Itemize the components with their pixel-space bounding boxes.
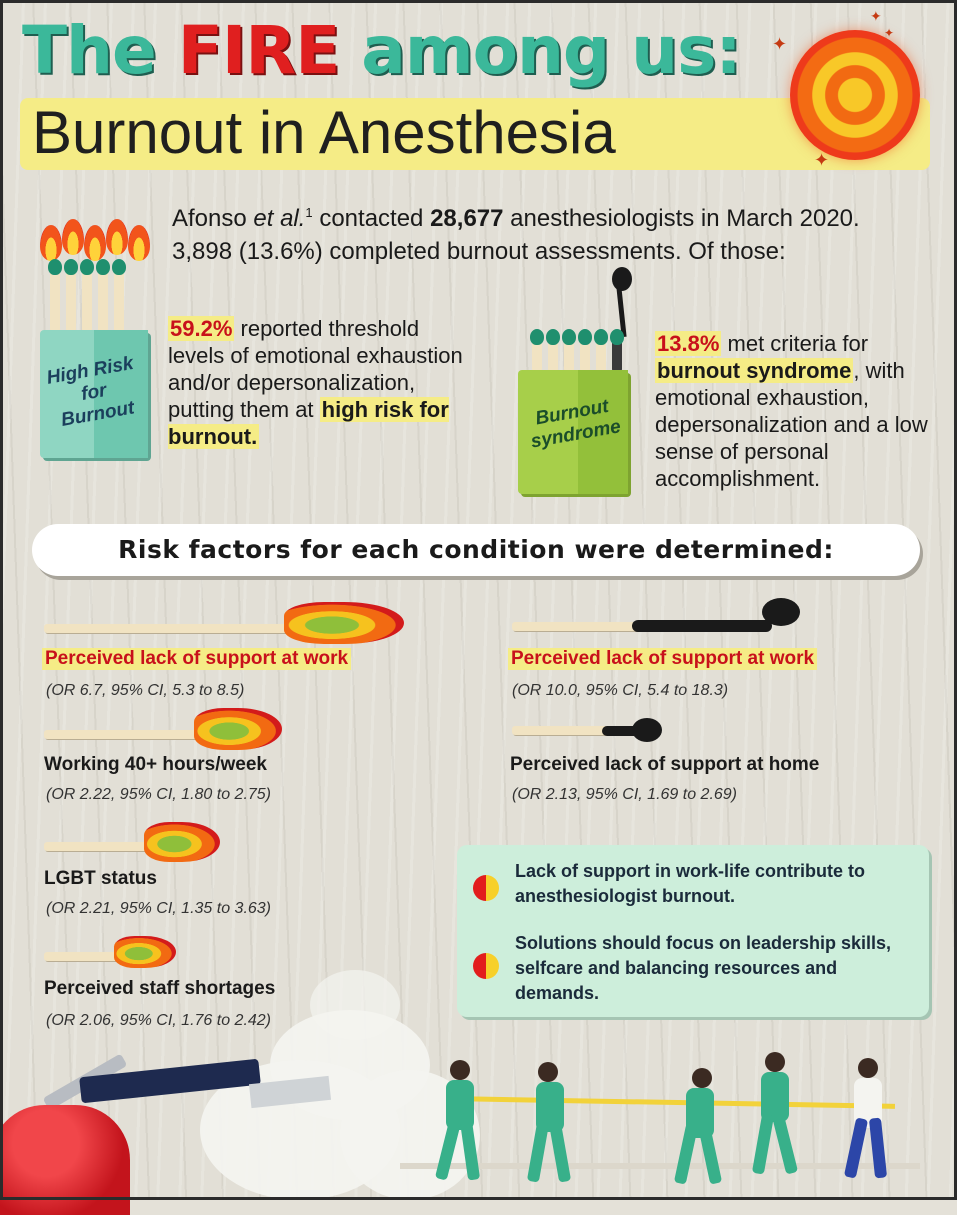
left-factor-label: LGBT status	[44, 868, 157, 889]
spark-icon: ✦	[772, 34, 788, 54]
left-factor-or: (OR 6.7, 95% CI, 5.3 to 8.5)	[46, 682, 245, 699]
right-factor-label: Perceived lack of support at work	[508, 648, 817, 670]
burnout-syndrome-matchbox: Burnout syndrome	[518, 370, 628, 494]
high-risk-matchbox: High Risk for Burnout	[40, 330, 148, 458]
left-factor-label: Working 40+ hours/week	[44, 754, 267, 775]
page-title: The FIRE among us:	[22, 12, 741, 89]
right-factor-or: (OR 10.0, 95% CI, 5.4 to 18.3)	[512, 682, 729, 699]
left-factor-or: (OR 2.22, 95% CI, 1.80 to 2.75)	[46, 786, 272, 803]
conclusion-item: Solutions should focus on leadership skills, selfcare and balancing resources and demands.	[515, 933, 892, 1003]
left-factor-or: (OR 2.06, 95% CI, 1.76 to 2.42)	[46, 1012, 272, 1029]
left-factor-label: Perceived staff shortages	[44, 978, 276, 999]
left-factor-or: (OR 2.21, 95% CI, 1.35 to 3.63)	[46, 900, 272, 917]
left-factor-label: Perceived lack of support at work	[42, 648, 351, 670]
risk-factors-heading: Risk factors for each condition were determined:	[32, 524, 920, 576]
high-risk-stat: 59.2% reported threshold levels of emotional exhaustion and/or depersonalization, putting them at high risk for burnout.	[168, 316, 463, 449]
syndrome-stat: 13.8% met criteria for burnout syndrome, with emotional exhaustion, depersonalization and a low sense of personal accomplishment.	[655, 331, 928, 491]
spark-icon: ✦	[870, 8, 882, 24]
spark-icon: ✦	[884, 26, 895, 40]
conclusion-item: Lack of support in work-life contribute to anesthesiologist burnout.	[515, 861, 866, 906]
right-factor-label: Perceived lack of support at home	[510, 754, 820, 775]
page-subtitle: Burnout in Anesthesia	[32, 99, 616, 166]
right-factor-or: (OR 2.13, 95% CI, 1.69 to 2.69)	[512, 786, 738, 803]
intro-text: Afonso et al.$^1$ contacted 28,677 anesthesiologists in March 2020. 3,898 (13.6%) completed burnout assessments. Of those:	[172, 205, 860, 265]
spark-icon: ✦	[814, 150, 830, 170]
